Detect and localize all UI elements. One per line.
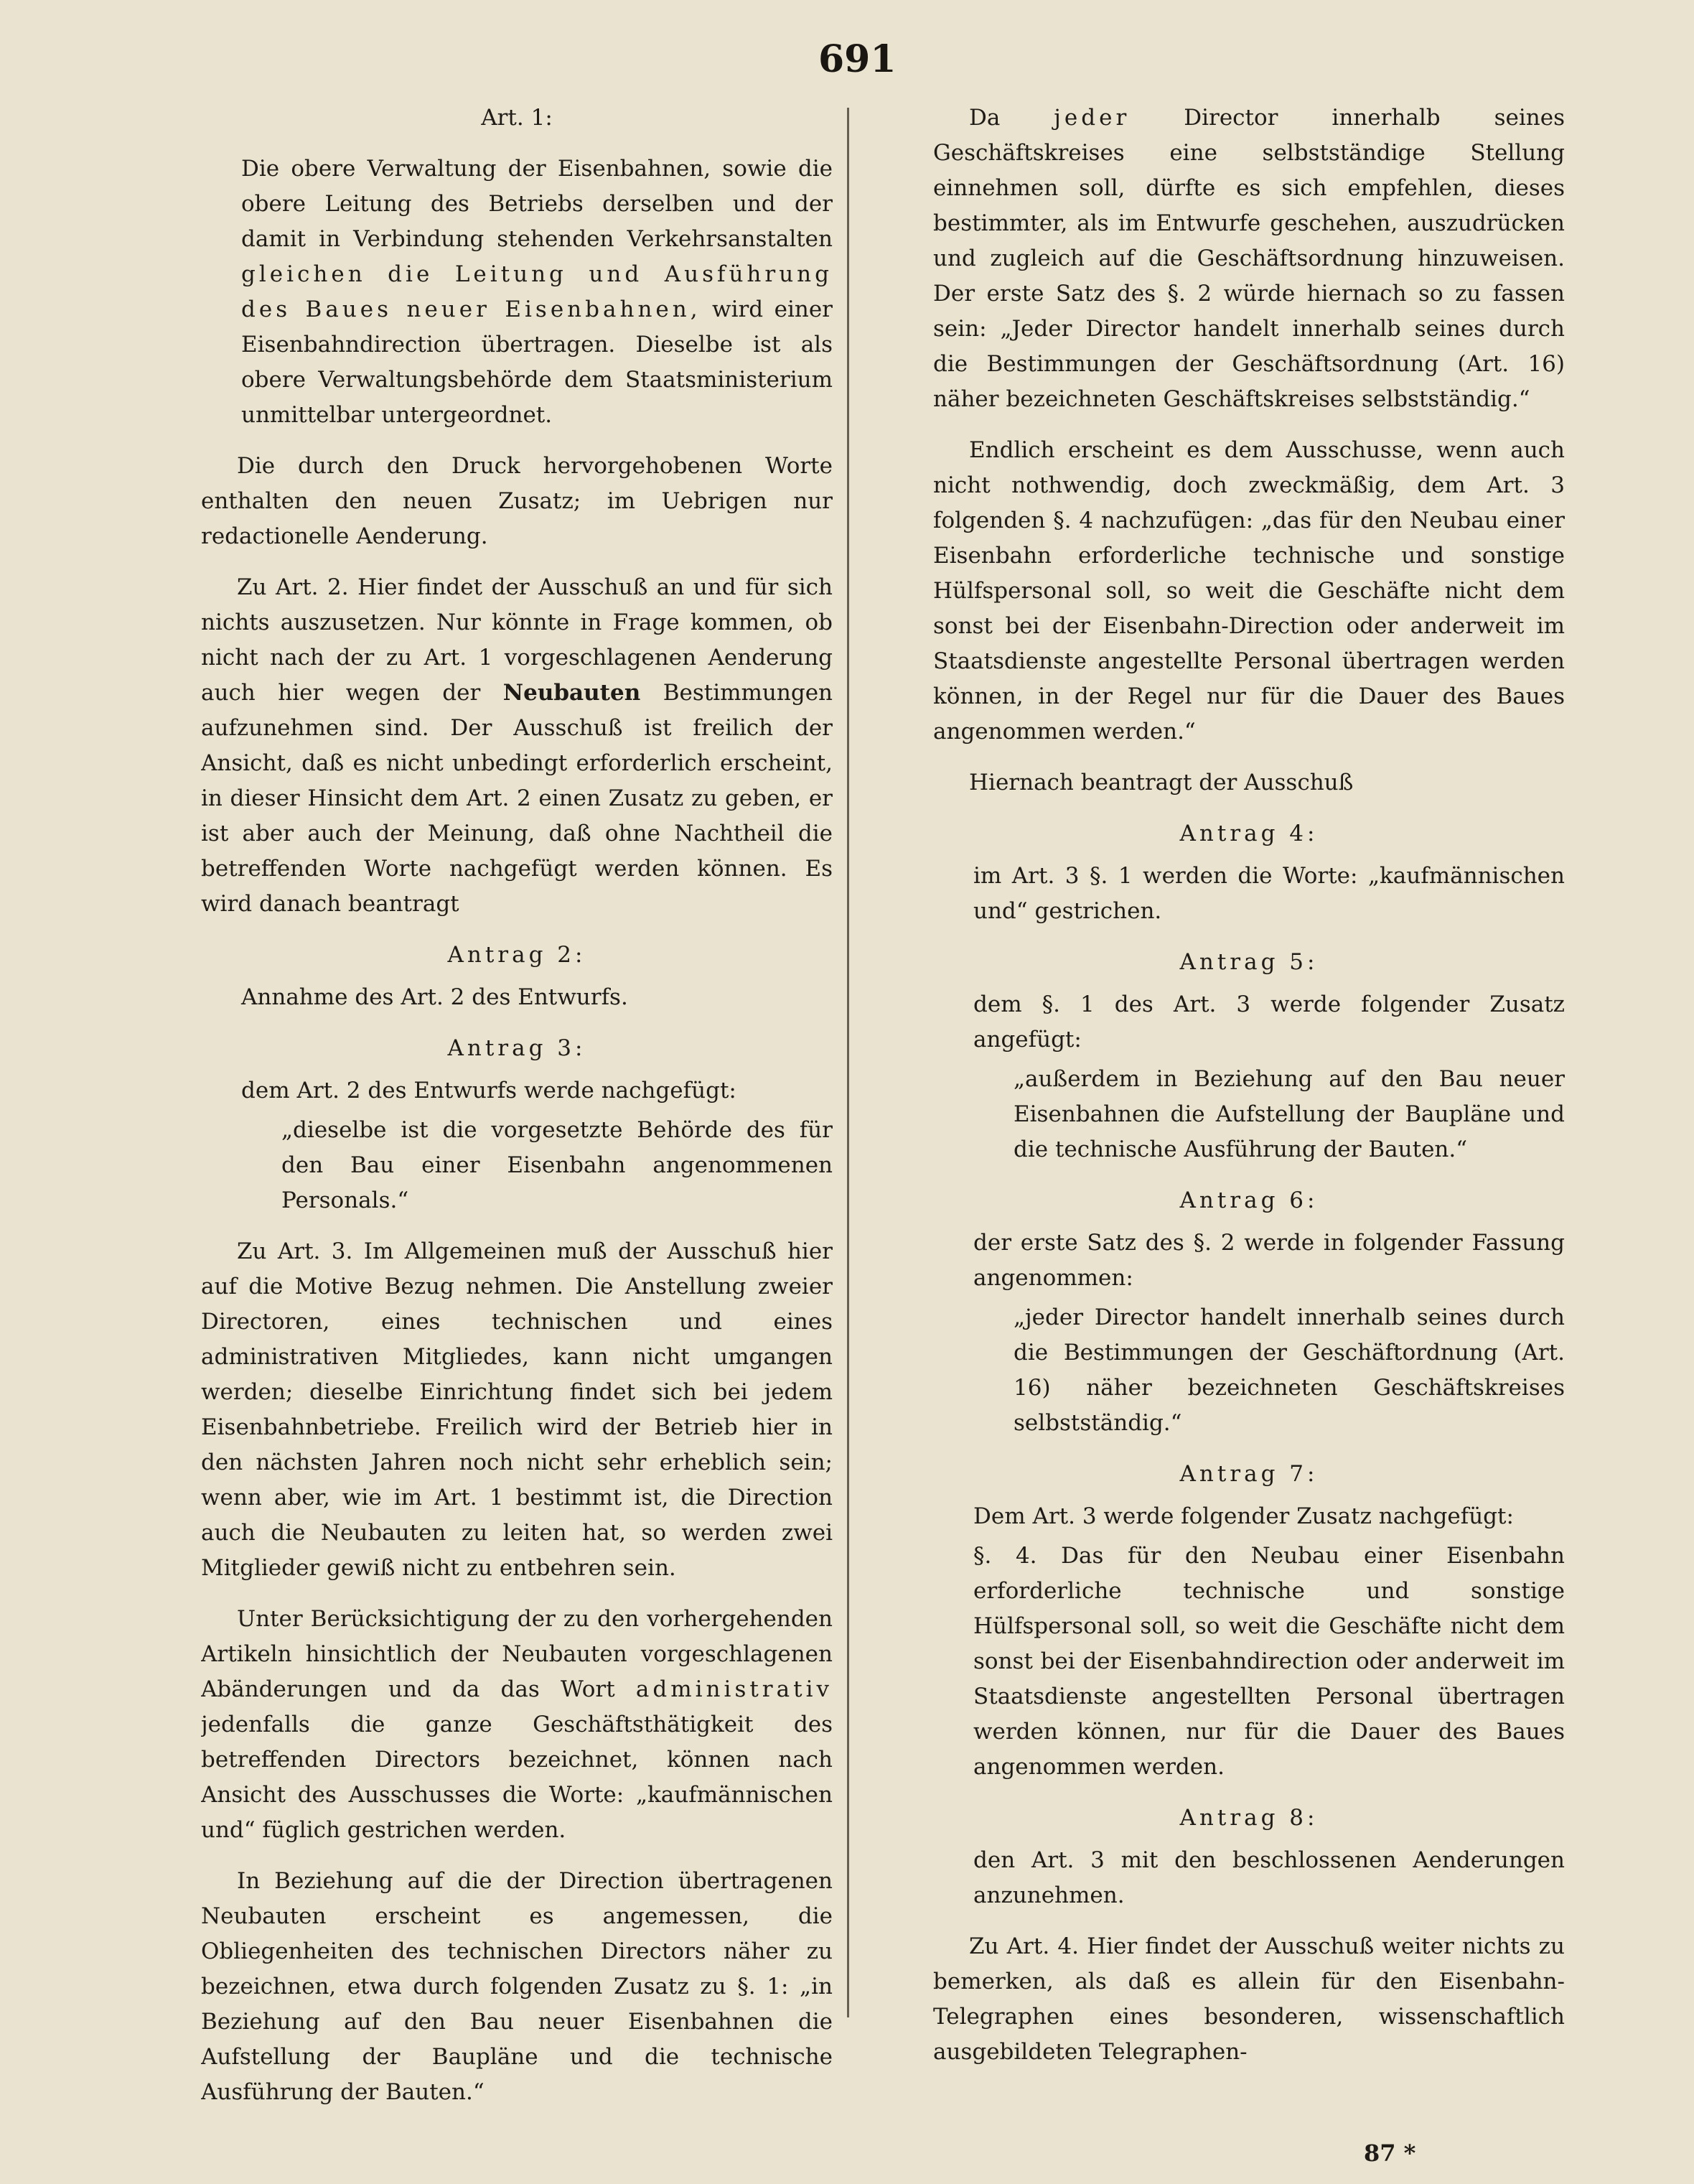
- art2-paragraph: Zu Art. 2. Hier findet der Ausschuß an und für sich nichts auszusetzen. Nur könnte in Frage kommen, ob nicht nach der zu Art. 1 vorgeschlagenen Aenderung auch hier wegen der Neubauten Bestimmungen aufzunehmen sind. Der Ausschuß ist freilich der Ansicht, daß es nicht unbedingt erforderlich erscheint, in dieser Hinsicht dem Art. 2 einen Zusatz zu geben, er ist aber auch der Meinung, daß ohne Nachtheil die betreffenden Worte nachgefügt werden können. Es wird danach beantragt: [201, 574, 833, 917]
- antrag6-heading: Antrag 6:: [1179, 1187, 1319, 1213]
- antrag3-heading: Antrag 3:: [447, 1035, 586, 1061]
- antrag6-text: der erste Satz des §. 2 werde in folgender Fassung angenommen:: [973, 1230, 1565, 1291]
- antrag4-heading: Antrag 4:: [1179, 821, 1319, 846]
- antrag4-text: im Art. 3 §. 1 werden die Worte: „kaufmännischen und“ gestrichen.: [973, 863, 1565, 924]
- antrag5-text: dem §. 1 des Art. 3 werde folgender Zusatz angefügt:: [973, 991, 1565, 1053]
- consideration-paragraph: Unter Berücksichtigung der zu den vorhergehenden Artikeln hinsichtlich der Neubauten vorgeschlagenen Abänderungen und da das Wort administrativ jedenfalls die ganze Geschäftsthätigkeit des betreffenden Directors bezeichnet, können nach Ansicht des Ausschusses die Worte: „kaufmännischen und“ füglich gestrichen werden.: [201, 1606, 833, 1843]
- antrag8-heading: Antrag 8:: [1179, 1805, 1319, 1831]
- art4-paragraph: Zu Art. 4. Hier findet der Ausschuß weiter nichts zu bemerken, als daß es allein für den Eisenbahn-Telegraphen eines besonderen, wissenschaftlich ausgebildeten Telegraphen-: [933, 1933, 1565, 2065]
- hiernach-paragraph: Hiernach beantragt der Ausschuß: [969, 770, 1354, 795]
- left-column: [201, 101, 833, 2111]
- art1-heading: Art. 1:: [481, 105, 553, 131]
- antrag5-quote: „außerdem in Beziehung auf den Bau neuer Eisenbahnen die Aufstellung der Baupläne und die technische Ausführung der Bauten.“: [1014, 1066, 1565, 1162]
- art3-paragraph: Zu Art. 3. Im Allgemeinen muß der Ausschuß hier auf die Motive Bezug nehmen. Die Anstellung zweier Directoren, eines technischen und eines administrativen Mitgliedes, kann nicht umgangen werden; dieselbe Einrichtung findet sich bei jedem Eisenbahnbetriebe. Freilich wird der Betrieb hier in den nächsten Jahren noch nicht sehr erheblich sein; wenn aber, wie im Art. 1 bestimmt ist, die Direction auch die Neubauten zu leiten hat, so werden zwei Mitglieder gewiß nicht zu entbehren sein.: [201, 1238, 833, 1581]
- antrag5-heading: Antrag 5:: [1179, 949, 1319, 975]
- page-number: 691: [818, 37, 897, 81]
- right-column: [933, 101, 1565, 2111]
- antrag3-text: dem Art. 2 des Entwurfs werde nachgefügt:: [241, 1078, 736, 1103]
- antrag7-heading: Antrag 7:: [1179, 1461, 1319, 1487]
- antrag7-text: Dem Art. 3 werde folgender Zusatz nachgefügt:: [973, 1503, 1514, 1529]
- antrag3-quote: „dieselbe ist die vorgesetzte Behörde des für den Bau einer Eisenbahn angenommenen Personals.“: [281, 1117, 833, 1213]
- note-paragraph: Die durch den Druck hervorgehobenen Worte enthalten den neuen Zusatz; im Uebrigen nur redactionelle Aenderung.: [201, 453, 833, 549]
- director-paragraph: Da jeder Director innerhalb seines Geschäftskreises eine selbstständige Stellung einnehmen soll, dürfte es sich empfehlen, dieses bestimmter, als im Entwurfe geschehen, auszudrücken und zugleich auf die Geschäftsordnung hinzuweisen. Der erste Satz des §. 2 würde hiernach so zu fassen sein: „Jeder Director handelt innerhalb seines durch die Bestimmungen der Geschäftsordnung (Art. 16) näher bezeichneten Geschäftskreises selbstständig.“: [933, 105, 1565, 412]
- signature-mark: 87 *: [1364, 2139, 1416, 2167]
- antrag2-heading: Antrag 2:: [447, 942, 586, 968]
- relation-paragraph: In Beziehung auf die der Direction übertragenen Neubauten erscheint es angemessen, die Obliegenheiten des technischen Directors näher zu bezeichnen, etwa durch folgenden Zusatz zu §. 1: „in Beziehung auf den Bau neuer Eisenbahnen die Aufstellung der Baupläne und die technische Ausführung der Bauten.“: [201, 1868, 833, 2105]
- antrag2-text: Annahme des Art. 2 des Entwurfs.: [241, 984, 628, 1010]
- antrag6-quote: „jeder Director handelt innerhalb seines durch die Bestimmungen der Geschäftordnung (Art. 16) näher bezeichneten Geschäftskreises selbstständig.“: [1014, 1305, 1565, 1436]
- endlich-paragraph: Endlich erscheint es dem Ausschusse, wenn auch nicht nothwendig, doch zweckmäßig, dem Art. 3 folgenden §. 4 nachzufügen: „das für den Neubau einer Eisenbahn erforderliche technische und sonstige Hülfspersonal soll, so weit die Geschäfte nicht dem sonst bei der Eisenbahn-Direction oder anderweit im Staatsdienste angestellte Personal übertragen werden können, in der Regel nur für die Dauer des Baues angenommen werden.“: [933, 437, 1565, 745]
- column-divider: [847, 108, 849, 2017]
- art1-spaced-text: gleichen die Leitung und Ausführung des Baues neuer Eisenbahnen,: [241, 261, 833, 322]
- antrag8-text: den Art. 3 mit den beschlossenen Aenderungen anzunehmen.: [973, 1847, 1565, 1908]
- antrag7-quote: §. 4. Das für den Neubau einer Eisenbahn erforderliche technische und sonstige Hülfspersonal soll, so weit die Geschäfte nicht dem sonst bei der Eisenbahndirection oder anderweit im Staatsdienste angestellten Personal übertragen werden können, nur für die Dauer des Baues angenommen werden.: [973, 1543, 1565, 1780]
- art1-text: Die obere Verwaltung der Eisenbahnen, sowie die obere Leitung des Betriebs derselben und der damit in Verbindung stehenden Verkehrsanstalten gleichen die Leitung und Ausführung des Baues neuer Eisenbahnen, wird einer Eisenbahndirection übertragen. Dieselbe ist als obere Verwaltungsbehörde dem Staatsministerium unmittelbar untergeordnet.: [241, 156, 833, 428]
